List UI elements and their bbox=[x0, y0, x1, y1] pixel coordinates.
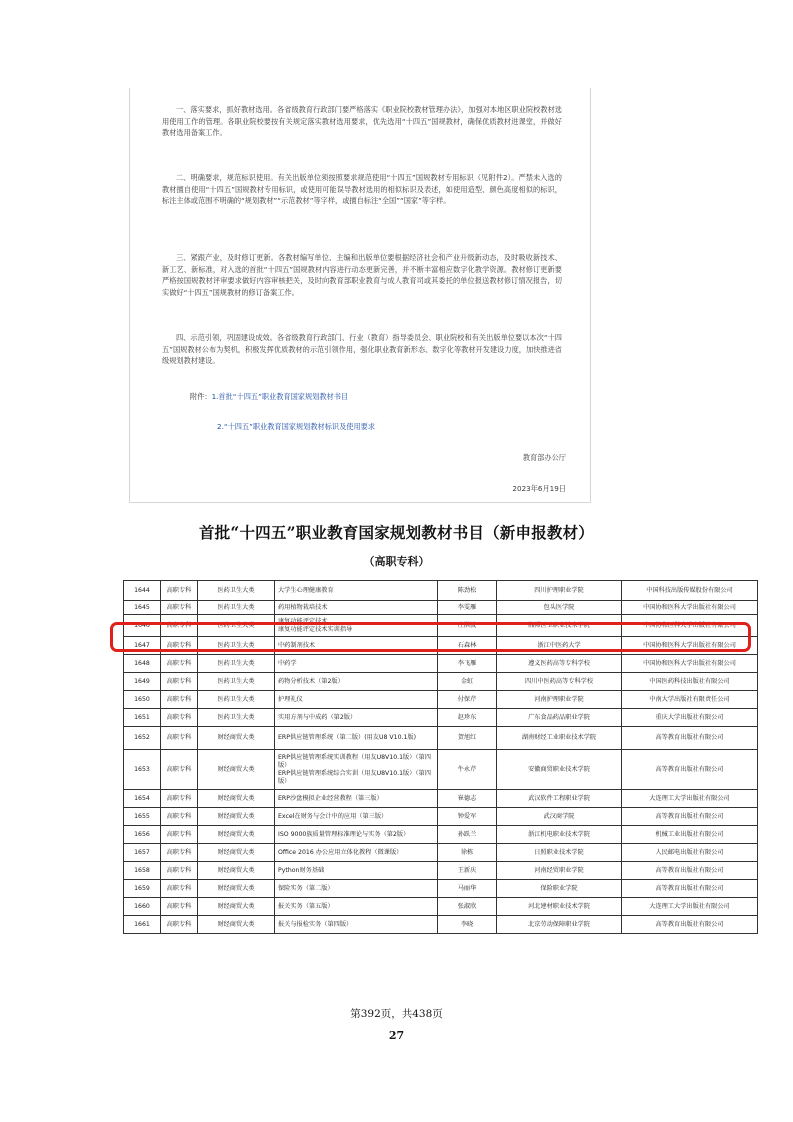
cell-editor: 赵珍东 bbox=[438, 709, 497, 727]
table-row bbox=[124, 601, 758, 615]
cell-no: 1650 bbox=[124, 691, 161, 709]
cell-no: 1658 bbox=[124, 862, 161, 880]
cell-school: 浙江中医药大学 bbox=[497, 637, 622, 655]
paragraph-3: 三、紧跟产业，及时修订更新。各教材编写单位、主编和出版单位要根据经济社会和产业升级新动态，及时吸收新技术、新工艺、新标准，对入选的首批“十四五”国规教材内容进行动态更新完善，并不断丰富相应数字化教学资源。教材修订更新要严格按国规教材评审要求做好内容审核把关，及时向教育部职业教育与成人教育司或其委托的单位报送教材修订情况报告，切实做好“十四五”国规教材的修订备案工作。 bbox=[162, 253, 562, 297]
cell-school: 日照职业技术学院 bbox=[497, 844, 622, 862]
cell-category: 财经商贸大类 bbox=[198, 916, 275, 934]
cell-category: 财经商贸大类 bbox=[198, 790, 275, 808]
cell-category: 医药卫生大类 bbox=[198, 615, 275, 637]
cell-no: 1645 bbox=[124, 601, 161, 615]
cell-no: 1644 bbox=[124, 581, 161, 601]
cell-book: 药用植物栽培技术 bbox=[275, 601, 438, 615]
cell-editor: 徐栋 bbox=[438, 844, 497, 862]
cell-no: 1655 bbox=[124, 808, 161, 826]
cell-level: 高职专科 bbox=[161, 727, 198, 750]
table-row bbox=[124, 826, 758, 844]
table-row bbox=[124, 750, 758, 790]
cell-school: 湘潭医卫职业技术学院 bbox=[497, 615, 622, 637]
table-row bbox=[124, 790, 758, 808]
cell-editor: 钟爱军 bbox=[438, 808, 497, 826]
cell-no: 1660 bbox=[124, 898, 161, 916]
cell-book: Office 2016 办公应用立体化教程（微课版） bbox=[275, 844, 438, 862]
page-number: 27 bbox=[388, 1029, 405, 1042]
table-row bbox=[124, 655, 758, 673]
cell-level: 高职专科 bbox=[161, 615, 198, 637]
cell-editor: 付保芹 bbox=[438, 691, 497, 709]
cell-category: 财经商贸大类 bbox=[198, 826, 275, 844]
cell-no: 1657 bbox=[124, 844, 161, 862]
attachment-label: 附件： bbox=[190, 392, 212, 401]
cell-editor: 石森林 bbox=[438, 637, 497, 655]
catalog-title: 首批“十四五”职业教育国家规划教材书目（新申报教材） bbox=[198, 523, 595, 542]
cell-publisher: 大连理工大学出版社有限公司 bbox=[622, 790, 758, 808]
cell-category: 医药卫生大类 bbox=[198, 709, 275, 727]
cell-no: 1653 bbox=[124, 750, 161, 790]
cell-school: 武汉商学院 bbox=[497, 808, 622, 826]
cell-category: 财经商贸大类 bbox=[198, 898, 275, 916]
cell-school: 广东食品药品职业学院 bbox=[497, 709, 622, 727]
cell-level: 高职专科 bbox=[161, 808, 198, 826]
cell-editor: 庄洪波 bbox=[438, 615, 497, 637]
cell-book: 保险实务（第二版） bbox=[275, 880, 438, 898]
cell-no: 1651 bbox=[124, 709, 161, 727]
cell-editor: 金虹 bbox=[438, 673, 497, 691]
cell-editor: 张淑欣 bbox=[438, 898, 497, 916]
cell-category: 财经商贸大类 bbox=[198, 750, 275, 790]
highlight-box bbox=[110, 622, 751, 652]
cell-school: 河南护理职业学院 bbox=[497, 691, 622, 709]
cell-publisher: 中国医药科技出版社有限公司 bbox=[622, 673, 758, 691]
cell-school: 河北建材职业技术学院 bbox=[497, 898, 622, 916]
cell-book: 护理礼仪 bbox=[275, 691, 438, 709]
page-count: 第392页，共438页 bbox=[350, 1008, 443, 1020]
cell-level: 高职专科 bbox=[161, 637, 198, 655]
cell-editor: 牛永芹 bbox=[438, 750, 497, 790]
cell-book: ISO 9000族质量管理标准理论与实务（第2版） bbox=[275, 826, 438, 844]
cell-editor: 贺旭红 bbox=[438, 727, 497, 750]
cell-school: 武汉软件工程职业学院 bbox=[497, 790, 622, 808]
table-row bbox=[124, 844, 758, 862]
cell-book: 大学生心理健康教育 bbox=[275, 581, 438, 601]
cell-category: 财经商贸大类 bbox=[198, 808, 275, 826]
table-row bbox=[124, 673, 758, 691]
cell-no: 1649 bbox=[124, 673, 161, 691]
cell-level: 高职专科 bbox=[161, 826, 198, 844]
cell-book: 中药学 bbox=[275, 655, 438, 673]
attachment-2-link[interactable]: 2.“十四五”职业教育国家规划教材标识及使用要求 bbox=[217, 422, 376, 431]
cell-category: 医药卫生大类 bbox=[198, 655, 275, 673]
cell-level: 高职专科 bbox=[161, 673, 198, 691]
cell-no: 1647 bbox=[124, 637, 161, 655]
catalog-subtitle: （高职专科） bbox=[363, 555, 430, 568]
cell-category: 财经商贸大类 bbox=[198, 862, 275, 880]
cell-category: 财经商贸大类 bbox=[198, 880, 275, 898]
cell-category: 财经商贸大类 bbox=[198, 727, 275, 750]
cell-level: 高职专科 bbox=[161, 880, 198, 898]
cell-publisher: 高等教育出版社有限公司 bbox=[622, 750, 758, 790]
attachment-2-line bbox=[217, 422, 375, 432]
cell-level: 高职专科 bbox=[161, 790, 198, 808]
cell-level: 高职专科 bbox=[161, 862, 198, 880]
cell-no: 1661 bbox=[124, 916, 161, 934]
table-row bbox=[124, 916, 758, 934]
cell-level: 高职专科 bbox=[161, 916, 198, 934]
cell-no: 1646 bbox=[124, 615, 161, 637]
paragraph-1: 一、落实要求，抓好教材选用。各省级教育行政部门要严格落实《职业院校教材管理办法》，加强对本地区职业院校教材选用使用工作的管理。各职业院校要按有关规定落实教材选用要求，优先选用“十四五”国规教材，确保优质教材进课堂，并做好教材选用备案工作。 bbox=[162, 105, 562, 137]
table-row bbox=[124, 709, 758, 727]
cell-level: 高职专科 bbox=[161, 844, 198, 862]
cell-editor: 马丽华 bbox=[438, 880, 497, 898]
cell-school: 湖南财经工业职业技术学院 bbox=[497, 727, 622, 750]
cell-no: 1648 bbox=[124, 655, 161, 673]
cell-publisher: 中国科技出版传媒股份有限公司 bbox=[622, 581, 758, 601]
cell-editor: 王新庆 bbox=[438, 862, 497, 880]
table-row bbox=[124, 880, 758, 898]
cell-level: 高职专科 bbox=[161, 691, 198, 709]
cell-editor: 李晓 bbox=[438, 916, 497, 934]
cell-level: 高职专科 bbox=[161, 709, 198, 727]
cell-book: ERP供应链管理系统实训教程（用友U8V10.1版）（第四版） ERP供应链管理系统综合实训（用友U8V10.1版）（第四版） bbox=[275, 750, 438, 790]
cell-publisher: 机械工业出版社有限公司 bbox=[622, 826, 758, 844]
cell-no: 1652 bbox=[124, 727, 161, 750]
cell-level: 高职专科 bbox=[161, 601, 198, 615]
cell-editor: 陈劲松 bbox=[438, 581, 497, 601]
cell-book: 报关实务（第五版） bbox=[275, 898, 438, 916]
cell-school: 河南经贸职业学院 bbox=[497, 862, 622, 880]
cell-school: 四川护理职业学院 bbox=[497, 581, 622, 601]
cell-category: 医药卫生大类 bbox=[198, 581, 275, 601]
notice-excerpt bbox=[129, 88, 591, 503]
cell-publisher: 人民邮电出版社有限公司 bbox=[622, 844, 758, 862]
cell-publisher: 大连理工大学出版社有限公司 bbox=[622, 898, 758, 916]
cell-book: 中药制剂技术 bbox=[275, 637, 438, 655]
attachment-1-link[interactable]: 1.首批“十四五”职业教育国家规划教材书目 bbox=[211, 392, 349, 401]
attachment-1-line bbox=[190, 392, 348, 402]
table-row bbox=[124, 862, 758, 880]
cell-category: 财经商贸大类 bbox=[198, 844, 275, 862]
cell-publisher: 高等教育出版社有限公司 bbox=[622, 916, 758, 934]
cell-publisher: 高等教育出版社有限公司 bbox=[622, 727, 758, 750]
cell-publisher: 中国协和医科大学出版社有限公司 bbox=[622, 655, 758, 673]
cell-editor: 李雯雁 bbox=[438, 601, 497, 615]
cell-level: 高职专科 bbox=[161, 581, 198, 601]
cell-publisher: 高等教育出版社有限公司 bbox=[622, 862, 758, 880]
cell-school: 北京劳动保障职业学院 bbox=[497, 916, 622, 934]
cell-publisher: 中南大学出版社有限责任公司 bbox=[622, 691, 758, 709]
paragraph-2: 二、明确要求，规范标识使用。有关出版单位须按照要求规范使用“十四五”国规教材专用标识（见附件2）。严禁未入选的教材擅自使用“十四五”国规教材专用标识，或使用可能误导教材选用的相似标识及表述，如使用造型、颜色高度相似的标识，标注主体或范围不明确的“规划教材”“示范教材”等字样，或擅自标注“全国”“国家”等字样。 bbox=[162, 173, 562, 205]
cell-publisher: 重庆大学出版社有限公司 bbox=[622, 709, 758, 727]
cell-level: 高职专科 bbox=[161, 750, 198, 790]
cell-category: 医药卫生大类 bbox=[198, 691, 275, 709]
cell-category: 医药卫生大类 bbox=[198, 637, 275, 655]
cell-publisher: 高等教育出版社有限公司 bbox=[622, 808, 758, 826]
issue-date: 2023年6月19日 bbox=[512, 484, 566, 493]
table-row bbox=[124, 898, 758, 916]
cell-no: 1654 bbox=[124, 790, 161, 808]
cell-category: 医药卫生大类 bbox=[198, 673, 275, 691]
cell-book: ERP沙盘模拟企业经营教程（第三版） bbox=[275, 790, 438, 808]
cell-editor: 孙跃兰 bbox=[438, 826, 497, 844]
table-row bbox=[124, 581, 758, 601]
cell-book: ERP供应链管理系统（第二版）(用友U8 V10.1版) bbox=[275, 727, 438, 750]
cell-book: 报关与报检实务（第四版） bbox=[275, 916, 438, 934]
cell-category: 医药卫生大类 bbox=[198, 601, 275, 615]
cell-book: Python财务基础 bbox=[275, 862, 438, 880]
signer: 教育部办公厅 bbox=[522, 453, 566, 462]
cell-level: 高职专科 bbox=[161, 898, 198, 916]
cell-book: 实用方剂与中成药（第2版） bbox=[275, 709, 438, 727]
cell-school: 浙江机电职业技术学院 bbox=[497, 826, 622, 844]
cell-editor: 李飞雁 bbox=[438, 655, 497, 673]
cell-book: 药物分析技术（第2版） bbox=[275, 673, 438, 691]
cell-no: 1656 bbox=[124, 826, 161, 844]
cell-no: 1659 bbox=[124, 880, 161, 898]
cell-publisher: 中国协和医科大学出版社有限公司 bbox=[622, 601, 758, 615]
cell-level: 高职专科 bbox=[161, 655, 198, 673]
cell-publisher: 中国协和医科大学出版社有限公司 bbox=[622, 615, 758, 637]
paragraph-4: 四、示范引领，巩固建设成效。各省级教育行政部门、行业（教育）指导委员会、职业院校和有关出版单位要以本次“十四五”国规教材公布为契机，积极发挥优质教材的示范引领作用，强化职业教育新形态、数字化等教材开发建设力度，加快推进省级规划教材建设。 bbox=[162, 333, 562, 365]
cell-school: 保险职业学院 bbox=[497, 880, 622, 898]
cell-book: Excel在财务与会计中的应用（第三版） bbox=[275, 808, 438, 826]
cell-school: 遵义医药高等专科学校 bbox=[497, 655, 622, 673]
cell-book: 康复功能评定技术 康复功能评定技术实训指导 bbox=[275, 615, 438, 637]
cell-publisher: 高等教育出版社有限公司 bbox=[622, 880, 758, 898]
cell-editor: 崔德志 bbox=[438, 790, 497, 808]
cell-school: 安徽商贸职业技术学院 bbox=[497, 750, 622, 790]
cell-school: 四川中医药高等专科学校 bbox=[497, 673, 622, 691]
cell-publisher: 中国协和医科大学出版社有限公司 bbox=[622, 637, 758, 655]
table-row bbox=[124, 727, 758, 750]
table-row bbox=[124, 808, 758, 826]
cell-school: 包头医学院 bbox=[497, 601, 622, 615]
table-row bbox=[124, 691, 758, 709]
